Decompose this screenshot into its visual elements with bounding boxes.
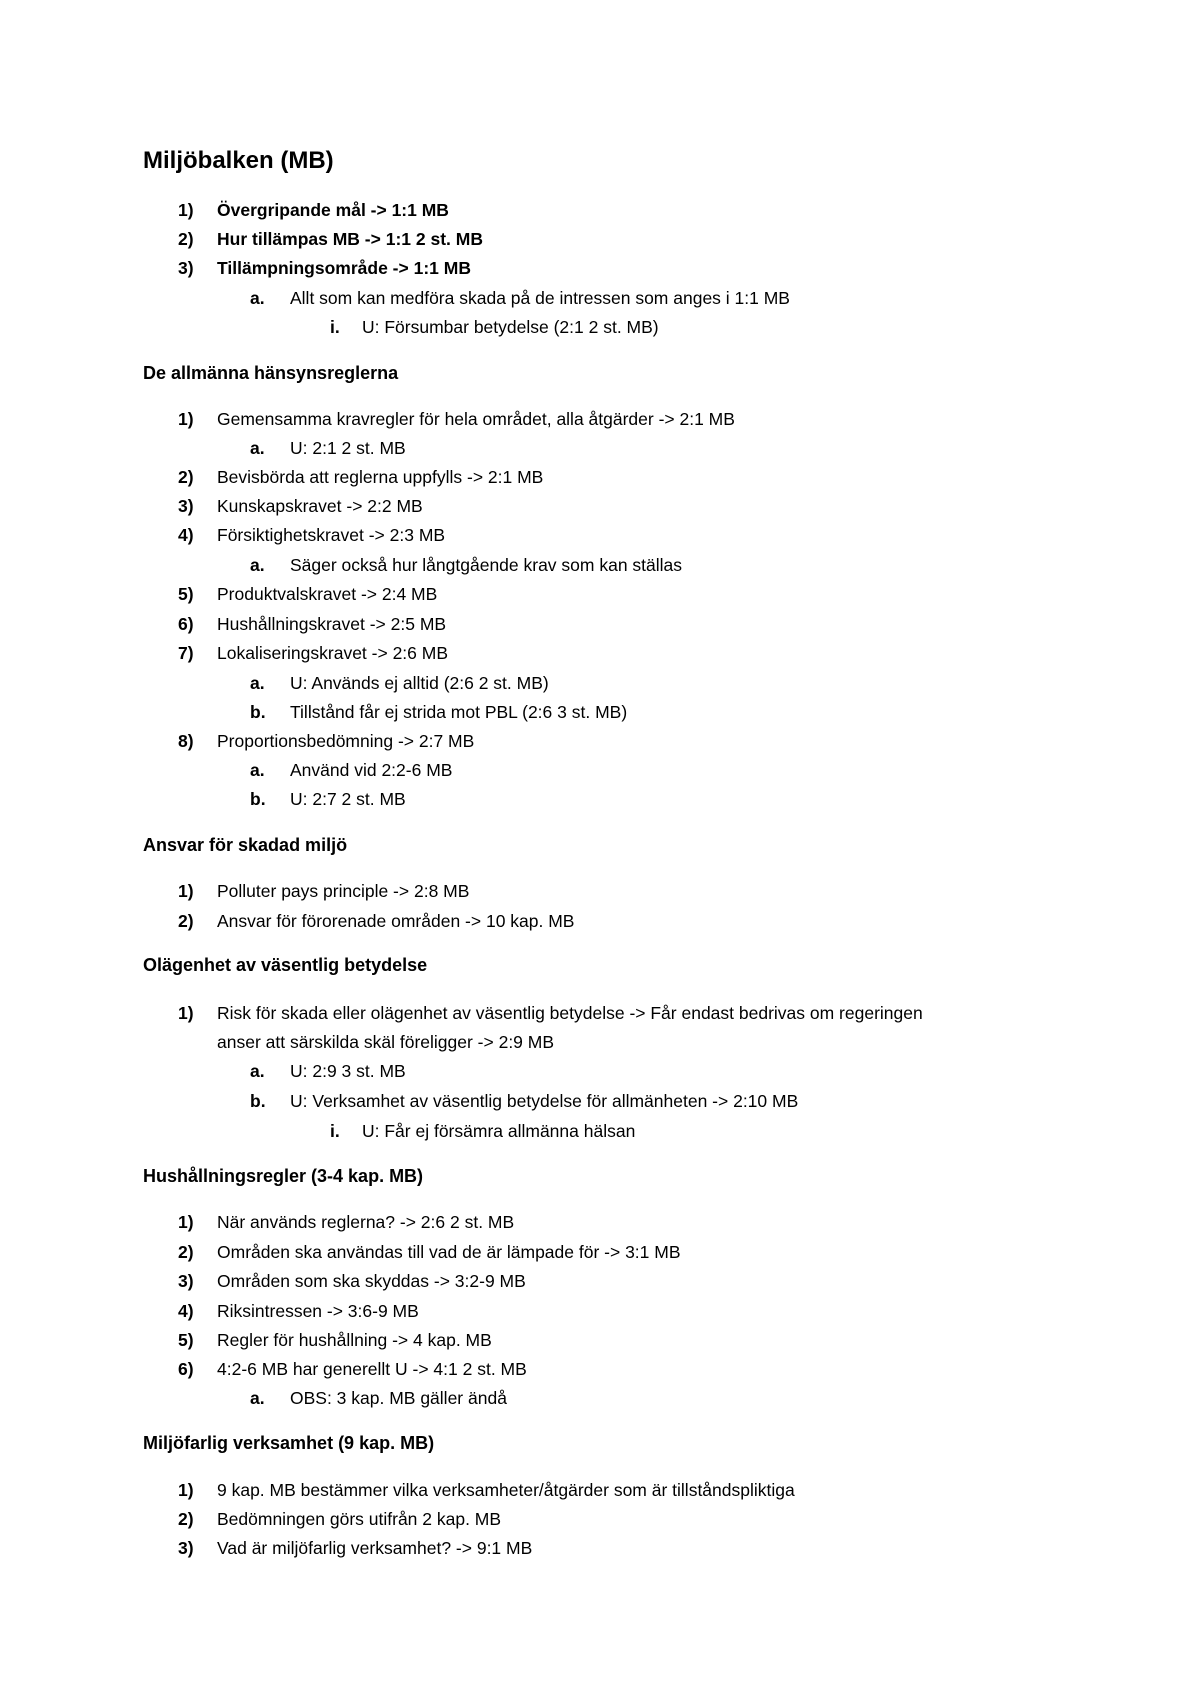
list-text: Risk för skada eller olägenhet av väsentlig betydelse -> Får endast bedrivas om regeringen [217,1003,923,1023]
list-text: Gemensamma kravregler för hela området, alla åtgärder -> 2:1 MB [217,409,735,429]
list-text: 9 kap. MB bestämmer vilka verksamheter/åtgärder som är tillståndspliktiga [217,1480,795,1500]
list-text: Försiktighetskravet -> 2:3 MB [217,525,446,545]
list-number: 8) [178,731,194,751]
list-number: 5) [178,584,194,604]
sub-list-text: OBS: 3 kap. MB gäller ändå [290,1388,507,1408]
sub-sub-list-text: U: Försumbar betydelse (2:1 2 st. MB) [362,317,659,337]
list-number: 2) [178,1509,194,1529]
list-number: 1) [178,881,194,901]
list-number: 7) [178,643,194,663]
list-text: anser att särskilda skäl föreligger -> 2:9 MB [217,1032,555,1052]
list-number: 4) [178,525,194,545]
section-heading: Hushållningsregler (3-4 kap. MB) [143,1166,424,1186]
section-heading: Miljöfarlig verksamhet (9 kap. MB) [143,1433,435,1453]
list-text: Hur tillämpas MB -> 1:1 2 st. MB [217,229,483,249]
sub-list-letter: a. [250,1388,265,1408]
sub-list-letter: b. [250,702,266,722]
sub-list-text: U: 2:9 3 st. MB [290,1061,406,1081]
list-text: Tillämpningsområde -> 1:1 MB [217,258,471,278]
sub-sub-list-text: U: Får ej försämra allmänna hälsan [362,1121,636,1141]
list-text: 4:2-6 MB har generellt U -> 4:1 2 st. MB [217,1359,527,1379]
list-number: 3) [178,258,194,278]
sub-list-text: U: Används ej alltid (2:6 2 st. MB) [290,673,549,693]
sub-list-text: U: 2:7 2 st. MB [290,789,406,809]
section-heading: Ansvar för skadad miljö [143,835,348,855]
list-number: 1) [178,1003,194,1023]
list-text: Bevisbörda att reglerna uppfylls -> 2:1 MB [217,467,544,487]
list-number: 2) [178,229,194,249]
sub-list-letter: b. [250,789,266,809]
page-title: Miljöbalken (MB) [143,147,334,174]
sub-list-letter: a. [250,288,265,308]
list-number: 3) [178,1538,194,1558]
list-number: 3) [178,496,194,516]
sub-list-text: Tillstånd får ej strida mot PBL (2:6 3 st. MB) [290,702,628,722]
sub-sub-list-numeral: i. [330,1121,340,1141]
sub-list-text: U: 2:1 2 st. MB [290,438,406,458]
sub-list-letter: a. [250,673,265,693]
sub-list-letter: a. [250,438,265,458]
section-heading: Olägenhet av väsentlig betydelse [143,955,428,975]
list-text: När används reglerna? -> 2:6 2 st. MB [217,1212,515,1232]
sub-list-text: Säger också hur långtgående krav som kan ställas [290,555,683,575]
list-number: 6) [178,1359,194,1379]
list-text: Vad är miljöfarlig verksamhet? -> 9:1 MB [217,1538,533,1558]
sub-list-letter: a. [250,760,265,780]
list-text: Områden ska användas till vad de är lämpade för -> 3:1 MB [217,1242,681,1262]
list-number: 2) [178,467,194,487]
list-number: 5) [178,1330,194,1350]
section-heading: De allmänna hänsynsreglerna [143,363,399,383]
sub-list-letter: a. [250,1061,265,1081]
list-number: 2) [178,1242,194,1262]
sub-list-letter: b. [250,1091,266,1111]
list-number: 3) [178,1271,194,1291]
list-number: 1) [178,1480,194,1500]
list-text: Hushållningskravet -> 2:5 MB [217,614,447,634]
sub-list-letter: a. [250,555,265,575]
sub-list-text: Använd vid 2:2-6 MB [290,760,453,780]
list-text: Polluter pays principle -> 2:8 MB [217,881,470,901]
list-text: Områden som ska skyddas -> 3:2-9 MB [217,1271,526,1291]
list-text: Regler för hushållning -> 4 kap. MB [217,1330,492,1350]
list-number: 1) [178,200,194,220]
list-number: 2) [178,911,194,931]
list-text: Ansvar för förorenade områden -> 10 kap. MB [217,911,575,931]
list-number: 1) [178,409,194,429]
list-text: Lokaliseringskravet -> 2:6 MB [217,643,449,663]
list-text: Proportionsbedömning -> 2:7 MB [217,731,475,751]
list-text: Riksintressen -> 3:6-9 MB [217,1301,419,1321]
sub-list-text: Allt som kan medföra skada på de intressen som anges i 1:1 MB [290,288,790,308]
list-text: Kunskapskravet -> 2:2 MB [217,496,423,516]
list-number: 1) [178,1212,194,1232]
list-text: Bedömningen görs utifrån 2 kap. MB [217,1509,502,1529]
list-text: Övergripande mål -> 1:1 MB [217,200,449,220]
list-number: 6) [178,614,194,634]
sub-sub-list-numeral: i. [330,317,340,337]
list-number: 4) [178,1301,194,1321]
list-text: Produktvalskravet -> 2:4 MB [217,584,438,604]
sub-list-text: U: Verksamhet av väsentlig betydelse för allmänheten -> 2:10 MB [290,1091,799,1111]
